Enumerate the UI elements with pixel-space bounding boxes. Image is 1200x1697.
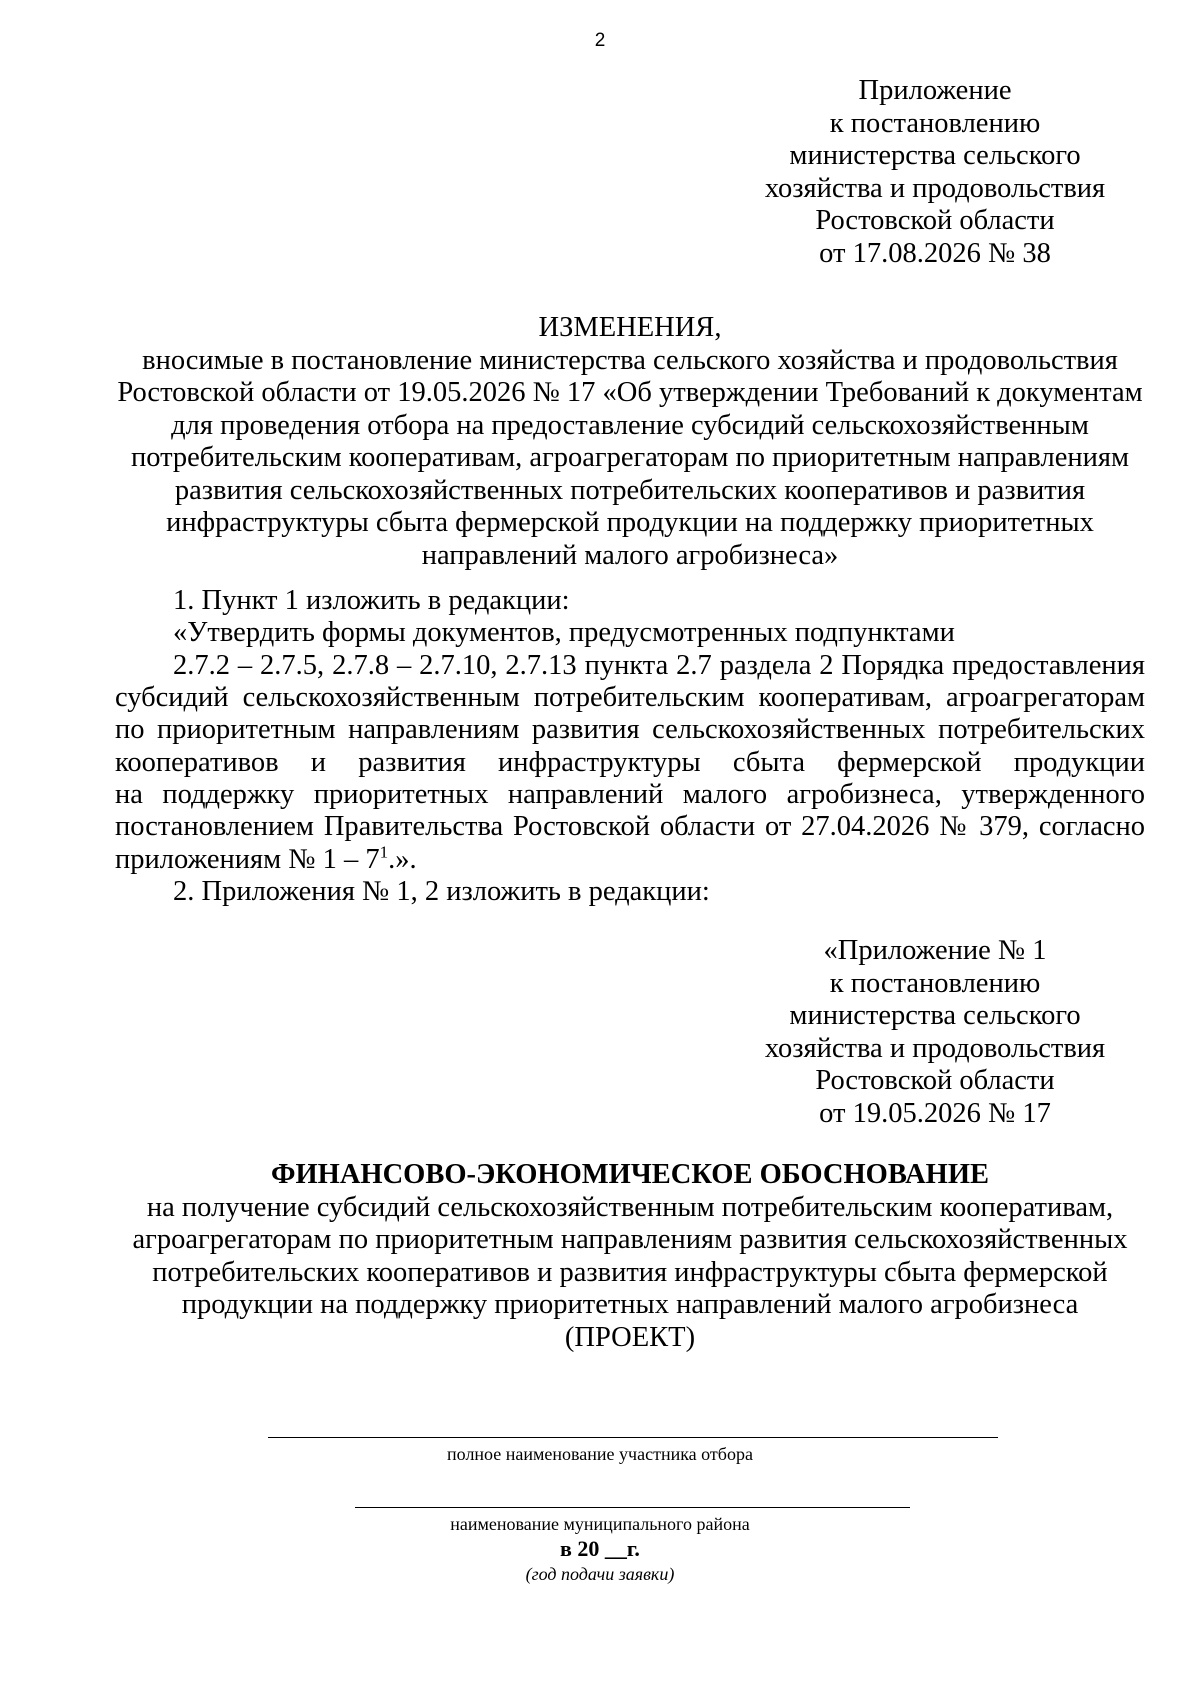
approval-line: «Приложение № 1 xyxy=(823,935,1047,966)
item1-body-line: на поддержку приоритетных направлений малого агробизнеса, утвержденного xyxy=(115,779,1145,810)
participant-caption: полное наименование участника отбора xyxy=(447,1444,753,1464)
approval-line: хозяйства и продовольствия xyxy=(764,1032,1106,1064)
changes-subtitle-line: развития сельскохозяйственных потребительских кооперативов и развития xyxy=(174,474,1086,506)
item1-last-line-suffix: .». xyxy=(388,844,417,875)
item2-heading: 2. Приложения № 1, 2 изложить в редакции: xyxy=(173,876,710,907)
item1-body-line: постановлением Правительства Ростовской области от 27.04.2026 № 379, согласно xyxy=(115,811,1145,842)
justification-line: потребительских кооперативов и развития инфраструктуры сбыта фермерской xyxy=(152,1256,1108,1288)
year-line: в 20 __г. xyxy=(560,1536,640,1561)
approval-line: министерства сельского xyxy=(789,140,1081,171)
changes-title: ИЗМЕНЕНИЯ, xyxy=(538,312,722,343)
justification-line: на получение субсидий сельскохозяйственным потребительским кооперативам, xyxy=(146,1191,1114,1223)
justification-title: ФИНАНСОВО-ЭКОНОМИЧЕСКОЕ ОБОСНОВАНИЕ xyxy=(271,1159,989,1190)
approval-block-top xyxy=(735,75,1135,270)
item1-last-line xyxy=(115,844,417,877)
approval-block-bottom xyxy=(735,935,1135,1130)
changes-subtitle-line: инфраструктуры сбыта фермерской продукции на поддержку приоритетных xyxy=(166,507,1094,538)
approval-line: от 17.08.2026 № 38 xyxy=(819,237,1051,269)
justification-project-mark: (ПРОЕКТ) xyxy=(564,1321,696,1353)
approval-line: Ростовской области xyxy=(815,1065,1055,1096)
approval-line: Ростовской области xyxy=(815,205,1055,236)
approval-line: министерства сельского xyxy=(789,1000,1081,1031)
changes-subtitle-line: направлений малого агробизнеса» xyxy=(421,539,839,571)
page-number: 2 xyxy=(594,30,606,51)
item1-body-line: кооперативов и развития инфраструктуры сбыта фермерской продукции xyxy=(115,747,1145,778)
item1-last-line-prefix: приложениям № 1 – 7 xyxy=(115,844,380,875)
item1-body-line: субсидий сельскохозяйственным потребительским кооперативам, агроагрегаторам xyxy=(115,682,1145,713)
changes-subtitle-line: вносимые в постановление министерства сельского хозяйства и продовольствия xyxy=(142,344,1118,376)
approval-line: к постановлению xyxy=(829,107,1041,139)
changes-subtitle-line: для проведения отбора на предоставление субсидий сельскохозяйственным xyxy=(171,409,1089,441)
approval-line: к постановлению xyxy=(829,967,1041,999)
item1-body-line: 2.7.2 – 2.7.5, 2.7.8 – 2.7.10, 2.7.13 пункта 2.7 раздела 2 Порядка предоставления xyxy=(173,650,1145,681)
justification-line: агроагрегаторам по приоритетным направлениям развития сельскохозяйственных xyxy=(132,1224,1128,1255)
changes-subtitle-line: Ростовской области от 19.05.2026 № 17 «Об утверждении Требований к документам xyxy=(117,377,1143,408)
approval-line: Приложение xyxy=(858,75,1012,106)
item1-last-line-sup: 1 xyxy=(379,842,389,862)
changes-heading xyxy=(90,312,1170,572)
approval-line: хозяйства и продовольствия xyxy=(764,172,1106,204)
item1-heading: 1. Пункт 1 изложить в редакции: xyxy=(173,585,570,616)
approval-line: от 19.05.2026 № 17 xyxy=(819,1097,1051,1129)
participant-name-line xyxy=(268,1437,998,1438)
justification-block xyxy=(90,1159,1170,1354)
district-caption: наименование муниципального района xyxy=(450,1514,750,1534)
item1-quote-start: «Утвердить формы документов, предусмотренных подпунктами xyxy=(173,617,955,648)
year-caption: (год подачи заявки) xyxy=(525,1564,675,1584)
item1-body-line: по приоритетным направлениям развития сельскохозяйственных потребительских xyxy=(115,714,1145,745)
justification-line: продукции на поддержку приоритетных направлений малого агробизнеса xyxy=(181,1289,1079,1320)
changes-subtitle-line: потребительским кооперативам, агроагрегаторам по приоритетным направлениям xyxy=(130,442,1130,473)
district-name-line xyxy=(355,1507,910,1508)
